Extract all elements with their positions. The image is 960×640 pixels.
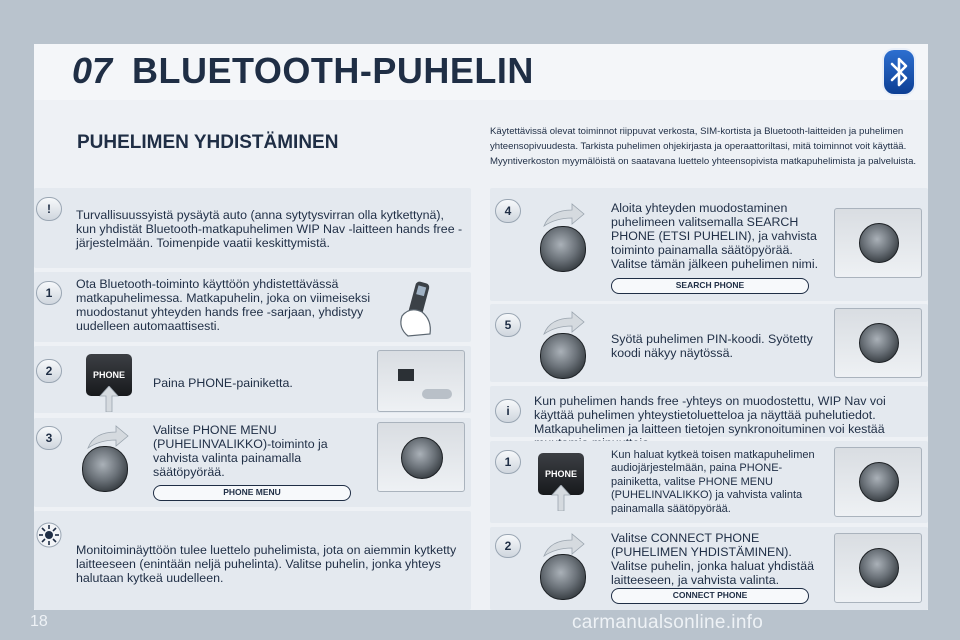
radio-dial-icon <box>401 437 443 479</box>
radio-panel-image <box>834 447 922 517</box>
tip-text: Monitoiminäyttöön tulee luettelo puhelimista, jota on aiemmin kytketty laitteeseen (enintään neljä puhelinta). Valitse puhelin, jonka yhteys halutaan kytkeä uudelleen. <box>76 543 457 585</box>
press-arrow-icon <box>96 386 122 412</box>
warning-icon: ! <box>36 197 62 221</box>
control-dial-icon <box>540 333 586 379</box>
rotate-arrow-icon <box>540 202 588 228</box>
step-1-text: Ota Bluetooth-toiminto käyttöön yhdistettävässä matkapuhelimessa. Matkapuhelin, joka on viimeiseksi muodostanut yhteyden hands free -sarjaan, yhdistyy uudelleen automaattisesti. <box>76 277 371 333</box>
top-band <box>0 0 960 44</box>
section-title: PUHELIMEN YHDISTÄMINEN <box>77 132 339 153</box>
step-4-text: Aloita yhteyden muodostaminen puhelimeen valitsemalla SEARCH PHONE (ETSI PUHELIN), ja vahvista toiminto painamalla säätöpyörää. Valitse tämän jälkeen puhelimen nimi. <box>611 201 819 271</box>
radio-dial-icon <box>859 323 899 363</box>
step-badge: 1 <box>36 281 62 305</box>
info-icon: i <box>495 399 521 423</box>
radio-panel-image <box>834 533 922 603</box>
step-badge: 2 <box>495 534 521 558</box>
page-title: BLUETOOTH-PUHELIN <box>132 50 534 91</box>
connect-phone-pill: CONNECT PHONE <box>611 588 809 604</box>
search-phone-pill: SEARCH PHONE <box>611 278 809 294</box>
hand-phone-icon <box>382 276 452 340</box>
control-dial-icon <box>540 554 586 600</box>
step-r1-text: Kun haluat kytkeä toisen matkapuhelimen audiojärjestelmään, paina PHONE-painiketta, valitse PHONE MENU (PUHELINVALIKKO) ja vahvista valinta painamalla säätöpyörää. <box>611 449 815 515</box>
phone-key-button[interactable]: PHONE <box>538 453 584 495</box>
radio-dial-icon <box>859 223 899 263</box>
page-number: 18 <box>30 613 48 630</box>
intro-text: Käytettävissä olevat toiminnot riippuvat verkosta, SIM-kortista ja Bluetooth-laitteiden ja puhelimen yhteensopivuudesta. Tarkista puhelimen ohjekirjasta ja operaattoriltasi, mitä toiminnot voit käyttää. Myyntiverkoston myymälöistä on saatavana luettelo yhteensopivista matkapuhelimista ja palveluista. <box>490 126 917 167</box>
radio-panel-image <box>834 208 922 278</box>
radio-dial-icon <box>859 462 899 502</box>
chapter-number: 07 <box>72 50 113 91</box>
control-dial-icon <box>82 446 128 492</box>
warning-text: Turvallisuussyistä pysäytä auto (anna sytytysvirran olla kytkettynä), kun yhdistät Bluetooth-matkapuhelimen WIP Nav -laitteen hands free -järjestelmään. Toimenpide vaatii keskittymistä. <box>76 208 463 250</box>
step-5-text: Syötä puhelimen PIN-koodi. Syötetty koodi näkyy näytössä. <box>611 332 813 360</box>
radio-dial-icon <box>859 548 899 588</box>
phone-menu-pill: PHONE MENU <box>153 485 351 501</box>
step-r2-text: Valitse CONNECT PHONE (PUHELIMEN YHDISTÄMINEN). Valitse puhelin, jonka haluat yhdistää laitteeseen, ja vahvista valinta. <box>611 531 814 587</box>
phone-key-button[interactable]: PHONE <box>86 354 132 396</box>
radio-buttons <box>422 389 452 399</box>
radio-panel-image <box>377 422 465 492</box>
step-badge: 4 <box>495 199 521 223</box>
step-badge: 3 <box>36 426 62 450</box>
radio-slot <box>398 369 414 381</box>
step-2-text: Paina PHONE-painiketta. <box>153 376 293 390</box>
bluetooth-icon <box>882 48 916 96</box>
press-arrow-icon <box>548 485 574 511</box>
step-3-text: Valitse PHONE MENU (PUHELINVALIKKO)-toiminto ja vahvista valinta painamalla säätöpyörää. <box>153 423 328 479</box>
info-text: Kun puhelimen hands free -yhteys on muodostettu, WIP Nav voi käyttää puhelimen yhteystietoluetteloa ja näyttää puhelutiedot. Matkapuhelimen ja laitteen tietojen synkronoituminen voi kestää <box>534 394 886 436</box>
radio-panel-image <box>834 308 922 378</box>
watermark: carmanualsonline.info <box>572 612 764 633</box>
bluetooth-rune-icon <box>884 50 914 94</box>
sun-tip-icon <box>36 522 62 548</box>
step-badge: 1 <box>495 450 521 474</box>
radio-unit-image <box>377 350 465 412</box>
control-dial-icon <box>540 226 586 272</box>
step-badge: 5 <box>495 313 521 337</box>
step-badge: 2 <box>36 359 62 383</box>
